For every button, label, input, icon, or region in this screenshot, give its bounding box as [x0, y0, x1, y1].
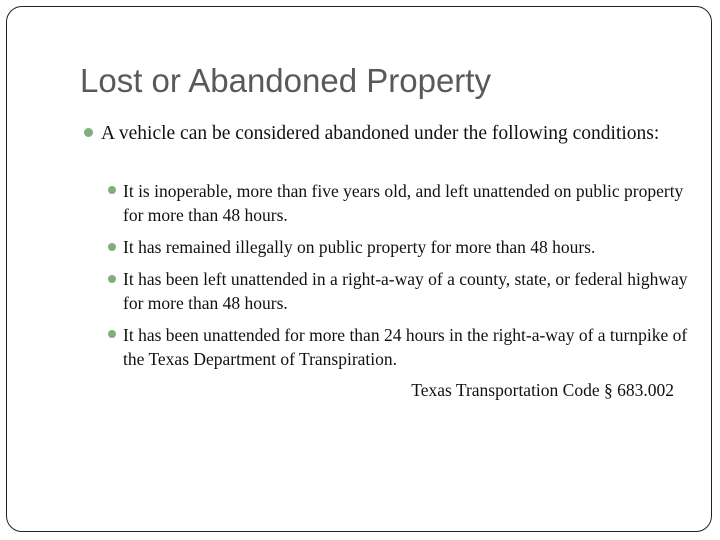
bullet-icon	[84, 128, 93, 137]
condition-text: It has remained illegally on public property for more than 48 hours.	[123, 237, 596, 257]
main-bullet-text: A vehicle can be considered abandoned under the following conditions:	[101, 123, 660, 144]
legal-citation: Texas Transportation Code § 683.002	[411, 380, 674, 400]
bullet-icon	[108, 330, 116, 338]
bullet-icon	[108, 275, 116, 283]
slide-title: Lost or Abandoned Property	[80, 62, 491, 99]
condition-text: It is inoperable, more than five years old, and left unattended on public property for more than 48 hours.	[123, 181, 684, 225]
bullet-icon	[108, 186, 116, 194]
bullet-icon	[108, 243, 116, 251]
condition-text: It has been unattended for more than 24 hours in the right-a-way of a turnpike of the Texas Department of Transpiration.	[123, 325, 688, 369]
condition-text: It has been left unattended in a right-a-way of a county, state, or federal highway for more than 48 hours.	[123, 269, 688, 313]
